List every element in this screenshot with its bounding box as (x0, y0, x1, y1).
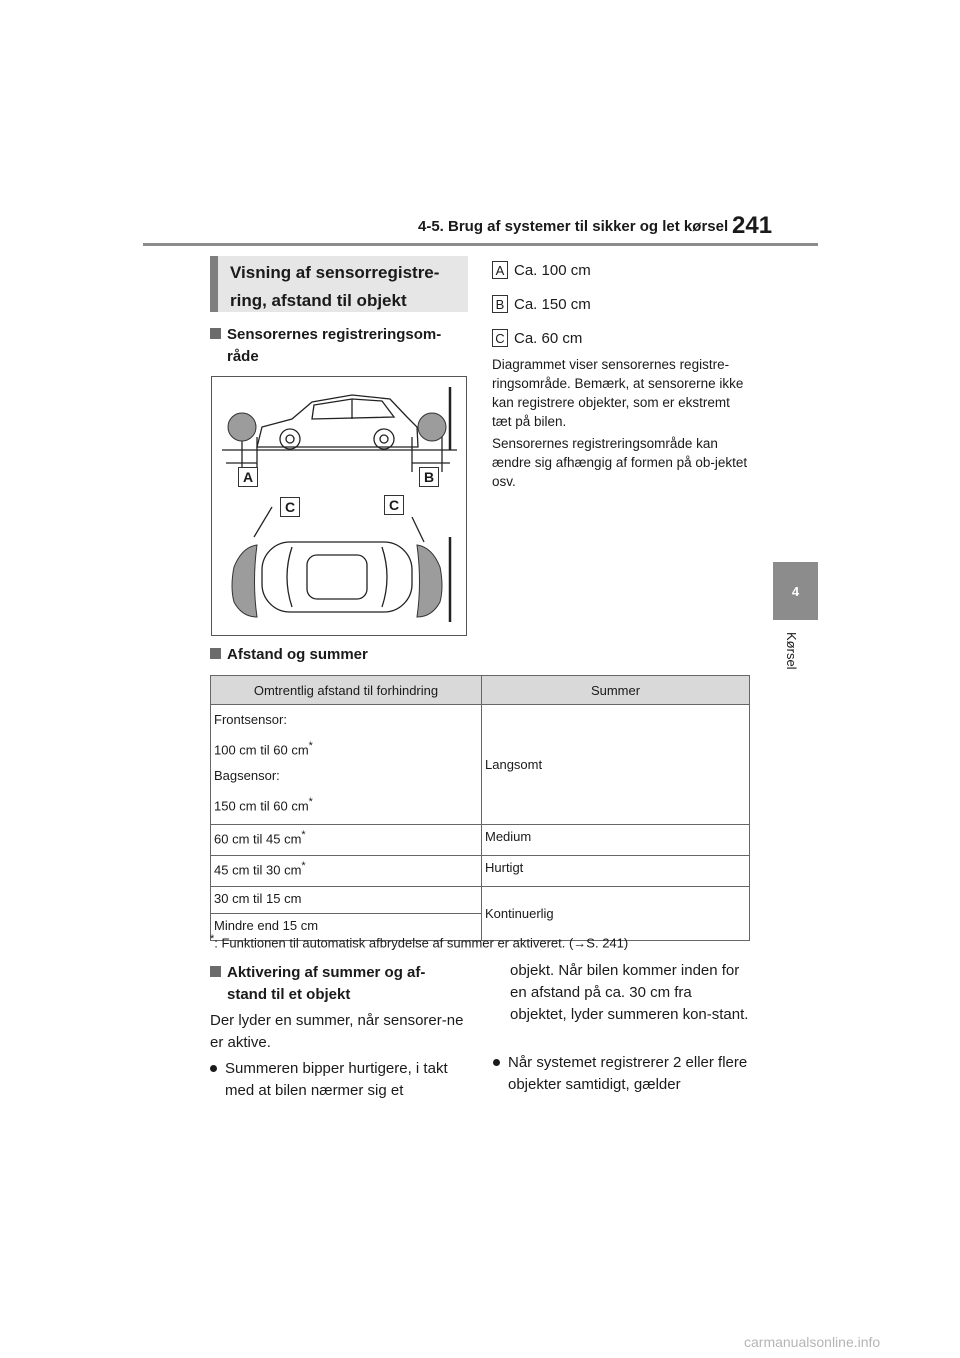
label-c-left: C (280, 497, 300, 517)
table-cell: Mindre end 15 cm (211, 913, 482, 940)
table-cell: Hurtigt (482, 855, 750, 886)
sensor-range-illustration (211, 376, 467, 636)
square-bullet-icon (210, 966, 221, 977)
legend-key: C (492, 329, 508, 347)
table-header-row (211, 676, 750, 705)
paragraph-buzzer: Der lyder en summer, når sensorer-ne er aktive. (210, 1012, 464, 1051)
table-header: Summer (482, 676, 750, 705)
chapter-tab-label: Kørsel (784, 632, 799, 670)
bullet-item-1-continued: objekt. Når bilen kommer inden for en afstand på ca. 30 cm fra objektet, lyder summeren kon-stant. (510, 962, 749, 1023)
bullet-item-1: Summeren bipper hurtigere, i takt med at bilen nærmer sig et (210, 1058, 468, 1102)
section-title (210, 256, 468, 312)
label-c-right: C (384, 495, 404, 515)
square-bullet-icon (210, 648, 221, 659)
legend-key: B (492, 295, 508, 313)
note-shape: Sensorernes registreringsområde kan ændre sig afhængig af formen på ob-jektet osv. (492, 436, 748, 489)
sensor-diagram (212, 377, 466, 635)
subheading-distance-buzzer: Afstand og summer (210, 644, 368, 666)
bullet-icon (210, 1065, 217, 1072)
subheading-buzzer-activation: Aktivering af summer og af- stand til et objekt (210, 962, 425, 1006)
distance-buzzer-table (210, 675, 750, 941)
table-row (211, 886, 750, 913)
legend-key: A (492, 261, 508, 279)
legend-a: A Ca. 100 cm (492, 261, 591, 279)
table-cell: 30 cm til 15 cm (211, 886, 482, 913)
table-cell: Langsomt (482, 705, 750, 825)
square-bullet-icon (210, 328, 221, 339)
footnote: *: Funktionen til automatisk afbrydelse af summer er aktiveret. (→S. 241) (210, 933, 629, 951)
table-cell: Medium (482, 824, 750, 855)
page-number: 241 (732, 212, 773, 239)
table-cell: Frontsensor: 100 cm til 60 cm* Bagsensor: 150 cm til 60 cm* (211, 705, 482, 825)
section-title-line2: ring, afstand til objekt (230, 291, 407, 310)
bullet-icon (493, 1059, 500, 1066)
header-rule (143, 243, 818, 246)
table-cell: Kontinuerlig (482, 886, 750, 940)
section-title-line1: Visning af sensorregistre- (230, 263, 440, 282)
note-detection: Diagrammet viser sensorernes registre-ringsområde. Bemærk, at sensorerne ikke kan registrere objekter, som er ekstremt tæt på bilen. (492, 357, 744, 429)
legend-c: C Ca. 60 cm (492, 329, 582, 347)
table-row (211, 824, 750, 855)
running-header-section: 4-5. Brug af systemer til sikker og let kørsel (418, 218, 729, 235)
watermark: carmanualsonline.info (744, 1334, 881, 1350)
label-a: A (238, 467, 258, 487)
chapter-tab: 4 (773, 562, 818, 620)
subheading-detection-area: Sensorernes registreringsom- råde (210, 324, 441, 368)
table-cell: 45 cm til 30 cm* (211, 855, 482, 886)
legend-b: B Ca. 150 cm (492, 295, 591, 313)
table-row (211, 705, 750, 825)
table-header: Omtrentlig afstand til forhindring (211, 676, 482, 705)
table-cell: 60 cm til 45 cm* (211, 824, 482, 855)
table-row (211, 855, 750, 886)
bullet-item-2: Når systemet registrerer 2 eller flere objekter samtidigt, gælder (493, 1052, 751, 1096)
label-b: B (419, 467, 439, 487)
